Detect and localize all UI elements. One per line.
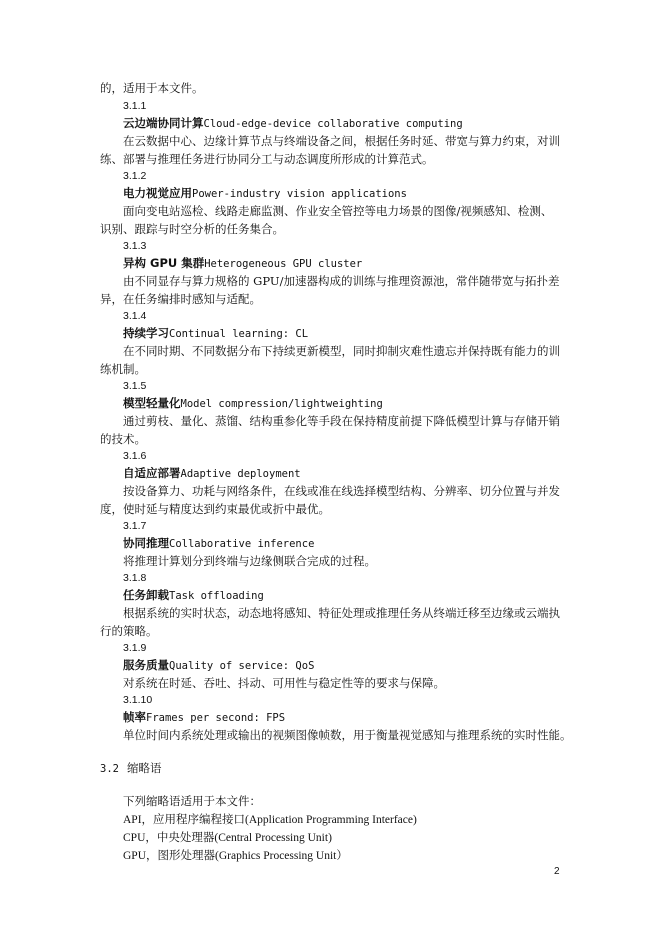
section-number: 3.2 (100, 763, 119, 775)
term-definition: 由不同显存与算力规格的 GPU/加速器构成的训练与推理资源池，常伴随带宽与拓扑差 (123, 274, 560, 288)
term-definition: 按设备算力、功耗与网络条件，在线或准在线选择模型结构、分辨率、切分位置与并发 (123, 484, 560, 498)
term-definition: 练机制。 (100, 362, 146, 376)
term-cn: 任务卸载 (123, 588, 169, 602)
term-definition: 根据系统的实时状态，动态地将感知、特征处理或推理任务从终端迁移至边缘或云端执 (123, 606, 560, 620)
term-heading (123, 395, 595, 413)
term-cn: 持续学习 (123, 326, 169, 340)
term-cn: 异构 GPU 集群 (123, 256, 205, 270)
abbreviation-item: CPU，中央处理器(Central Processing Unit) (123, 832, 332, 844)
term-en: Adaptive deployment (180, 468, 301, 480)
term-definition: 的技术。 (100, 432, 146, 446)
term-definition: 面向变电站巡检、线路走廊监测、作业安全管控等电力场景的图像/视频感知、检测、 (123, 204, 553, 218)
term-en: Power-industry vision applications (192, 188, 407, 200)
term-number: 3.1.4 (123, 310, 147, 322)
term-number: 3.1.10 (123, 694, 153, 706)
term-cn: 云边端协同计算 (123, 116, 204, 130)
term-cn: 协同推理 (123, 536, 169, 550)
page-number: 2 (554, 866, 560, 877)
term-definition: 单位时间内系统处理或输出的视频图像帧数，用于衡量视觉感知与推理系统的实时性能。 (123, 728, 572, 742)
term-cn: 服务质量 (123, 658, 169, 672)
term-en: Heterogeneous GPU cluster (204, 258, 363, 270)
term-en: Model compression/lightweighting (180, 398, 383, 410)
term-cn: 模型轻量化 (123, 396, 181, 410)
term-en: Frames per second: FPS (146, 712, 286, 724)
term-heading (123, 255, 595, 273)
term-number: 3.1.9 (123, 642, 147, 654)
term-definition: 度，使时延与精度达到约束最优或折中最优。 (100, 502, 330, 516)
term-definition: 异，在任务编排时感知与适配。 (100, 292, 261, 306)
abbreviation-item: API，应用程序编程接口(Application Programming Interface) (123, 814, 417, 826)
section-heading (100, 760, 572, 778)
term-cn: 电力视觉应用 (123, 186, 192, 200)
term-number: 3.1.5 (123, 380, 147, 392)
term-number: 3.1.1 (123, 100, 147, 112)
term-heading (123, 465, 595, 483)
term-heading (123, 185, 595, 203)
term-definition: 练、部署与推理任务进行协同分工与动态调度所形成的计算范式。 (100, 152, 434, 166)
term-definition: 通过剪枝、量化、蒸馏、结构重参化等手段在保持精度前提下降低模型计算与存储开销 (123, 414, 560, 428)
term-definition: 将推理计算划分到终端与边缘侧联合完成的过程。 (123, 554, 376, 568)
intro-tail-text: 的，适用于本文件。 (100, 81, 204, 95)
term-heading (123, 587, 595, 605)
term-heading (123, 657, 595, 675)
term-en: Cloud-edge-device collaborative computing (203, 118, 463, 130)
term-number: 3.1.2 (123, 170, 147, 182)
term-number: 3.1.7 (123, 520, 147, 532)
term-definition: 在云数据中心、边缘计算节点与终端设备之间，根据任务时延、带宽与算力约束，对训 (123, 134, 560, 148)
term-definition: 行的策略。 (100, 624, 158, 638)
section-title: 缩略语 (126, 761, 162, 775)
term-en: Quality of service: QoS (169, 660, 315, 672)
term-en: Collaborative inference (169, 538, 315, 550)
term-number: 3.1.3 (123, 240, 147, 252)
term-heading (123, 325, 595, 343)
term-definition: 对系统在时延、吞吐、抖动、可用性与稳定性等的要求与保障。 (123, 676, 445, 690)
term-en: Task offloading (169, 590, 264, 602)
term-number: 3.1.6 (123, 450, 147, 462)
abbreviation-item: GPU，图形处理器(Graphics Processing Unit） (123, 850, 348, 862)
term-cn: 帧率 (123, 710, 146, 724)
term-heading (123, 535, 595, 553)
term-heading (123, 709, 595, 727)
term-heading (123, 115, 595, 133)
term-cn: 自适应部署 (123, 466, 181, 480)
term-definition: 在不同时期、不同数据分布下持续更新模型，同时抑制灾难性遗忘并保持既有能力的训 (123, 344, 560, 358)
abbreviations-intro: 下列缩略语适用于本文件： (123, 796, 261, 808)
term-number: 3.1.8 (123, 572, 147, 584)
term-en: Continual learning: CL (169, 328, 309, 340)
term-definition: 识别、跟踪与时空分析的任务集合。 (100, 222, 284, 236)
